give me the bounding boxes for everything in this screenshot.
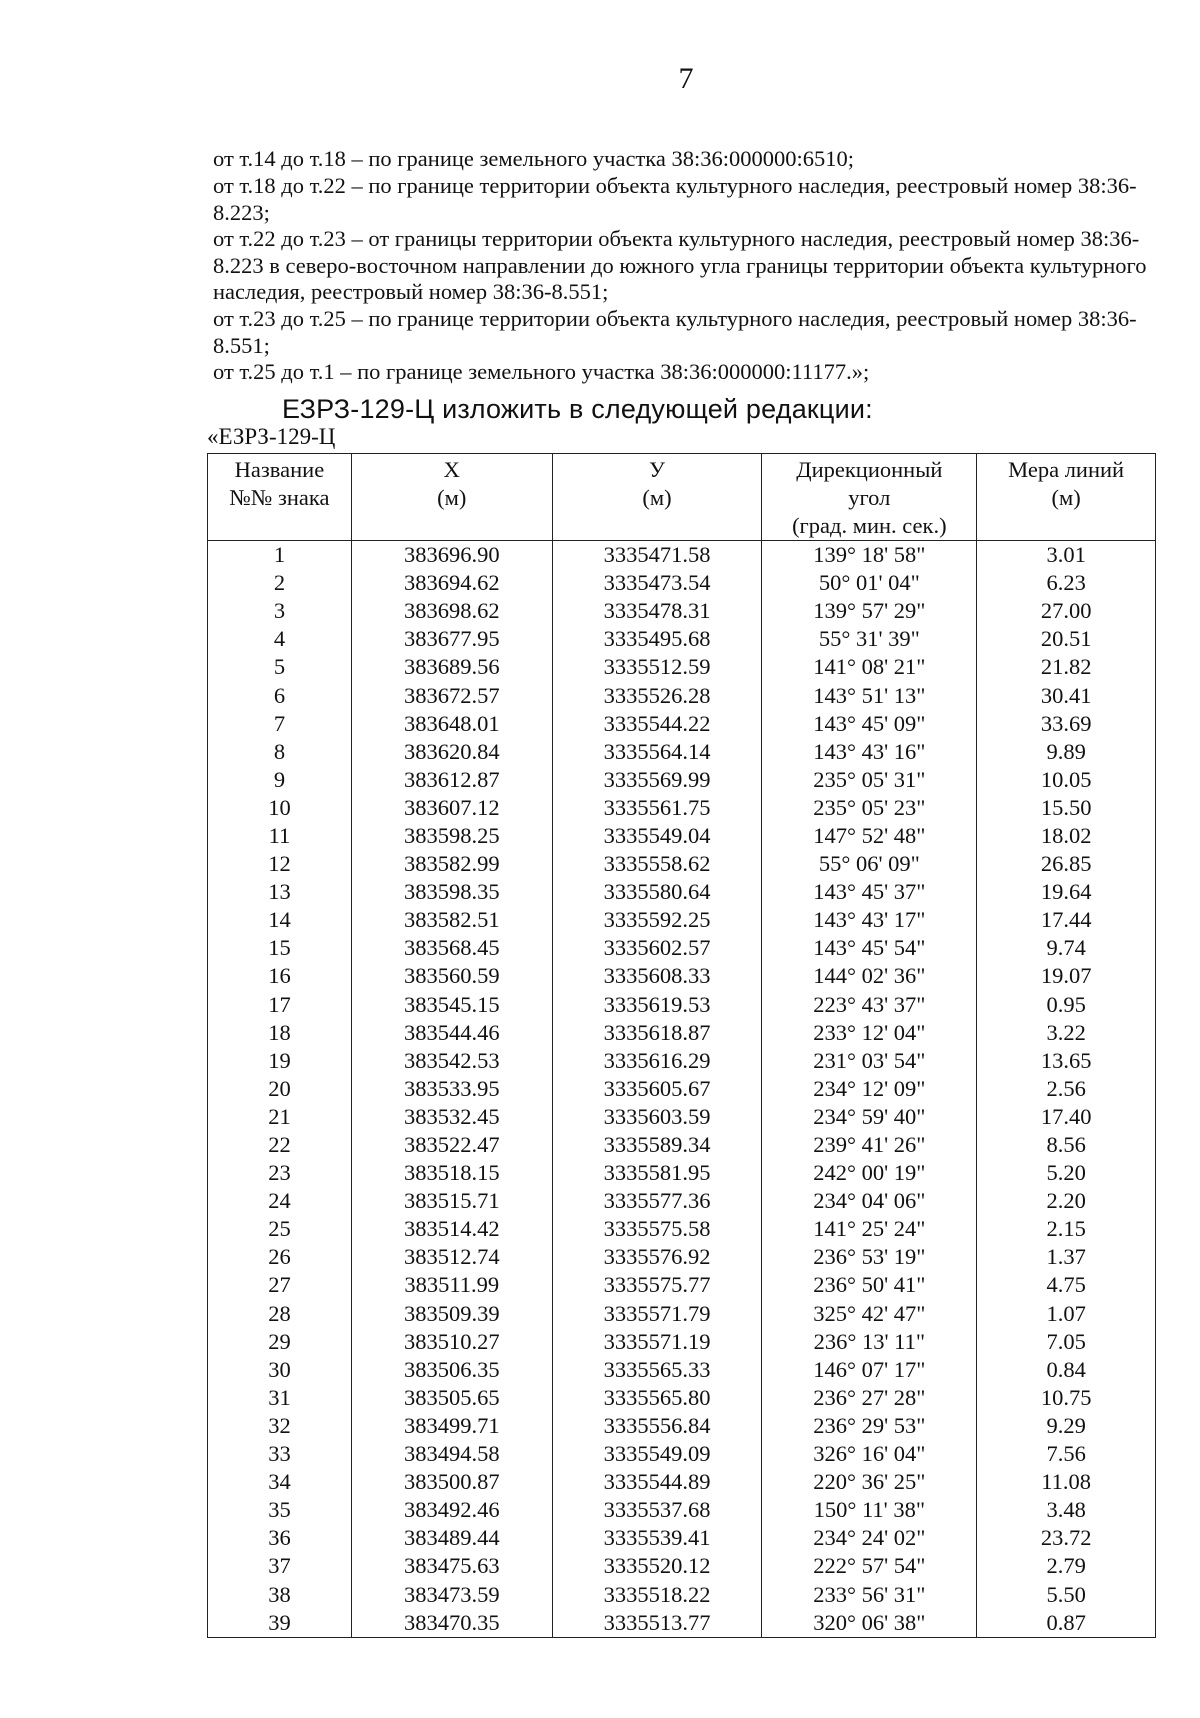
x-coordinate-cell: 383598.35 <box>351 878 552 906</box>
directional-angle-cell: 143° 45' 37" <box>762 878 977 906</box>
coordinates-table <box>207 453 1156 1638</box>
table-row <box>208 878 1156 906</box>
x-coordinate-cell: 383612.87 <box>351 766 552 794</box>
point-number-cell: 33 <box>208 1440 352 1468</box>
table-row <box>208 766 1156 794</box>
y-coordinate-cell: 3335603.59 <box>552 1103 762 1131</box>
x-coordinate-cell: 383694.62 <box>351 569 552 597</box>
header-line-length-line: (м) <box>1051 485 1081 510</box>
line-length-cell: 18.02 <box>977 822 1156 850</box>
directional-angle-cell: 150° 11' 38" <box>762 1496 977 1524</box>
point-number-cell: 27 <box>208 1271 352 1299</box>
point-number-cell: 31 <box>208 1384 352 1412</box>
table-row <box>208 1440 1156 1468</box>
table-row <box>208 1215 1156 1243</box>
line-length-cell: 20.51 <box>977 625 1156 653</box>
x-coordinate-cell: 383470.35 <box>351 1609 552 1638</box>
directional-angle-cell: 236° 29' 53" <box>762 1412 977 1440</box>
paragraph-segment-25-1: от т.25 до т.1 – по границе земельного участка 38:36:000000:11177.»; <box>213 359 870 384</box>
coordinates-table-body <box>208 541 1156 1638</box>
x-coordinate-cell: 383505.65 <box>351 1384 552 1412</box>
directional-angle-cell: 231° 03' 54" <box>762 1047 977 1075</box>
point-number-cell: 3 <box>208 597 352 625</box>
header-point-number-line: №№ знака <box>229 485 330 510</box>
x-coordinate-cell: 383698.62 <box>351 597 552 625</box>
table-row <box>208 1131 1156 1159</box>
header-directional-angle-line: Дирекционный <box>796 457 943 482</box>
line-length-cell: 2.56 <box>977 1075 1156 1103</box>
y-coordinate-cell: 3335575.77 <box>552 1271 762 1299</box>
line-length-cell: 7.56 <box>977 1440 1156 1468</box>
y-coordinate-cell: 3335544.22 <box>552 710 762 738</box>
directional-angle-cell: 146° 07' 17" <box>762 1356 977 1384</box>
y-coordinate-cell: 3335577.36 <box>552 1187 762 1215</box>
table-row <box>208 569 1156 597</box>
directional-angle-cell: 141° 25' 24" <box>762 1215 977 1243</box>
y-coordinate-cell: 3335565.33 <box>552 1356 762 1384</box>
table-row <box>208 541 1156 570</box>
directional-angle-cell: 143° 51' 13" <box>762 681 977 709</box>
directional-angle-cell: 50° 01' 04" <box>762 569 977 597</box>
table-row <box>208 1159 1156 1187</box>
x-coordinate-cell: 383696.90 <box>351 541 552 570</box>
point-number-cell: 38 <box>208 1580 352 1608</box>
x-coordinate-cell: 383510.27 <box>351 1328 552 1356</box>
line-length-cell: 2.15 <box>977 1215 1156 1243</box>
line-length-cell: 0.84 <box>977 1356 1156 1384</box>
x-coordinate-cell: 383489.44 <box>351 1524 552 1552</box>
table-row <box>208 1412 1156 1440</box>
header-point-number <box>208 454 352 541</box>
x-coordinate-cell: 383533.95 <box>351 1075 552 1103</box>
directional-angle-cell: 236° 13' 11" <box>762 1328 977 1356</box>
table-row <box>208 850 1156 878</box>
table-row <box>208 906 1156 934</box>
point-number-cell: 18 <box>208 1019 352 1047</box>
x-coordinate-cell: 383542.53 <box>351 1047 552 1075</box>
y-coordinate-cell: 3335618.87 <box>552 1019 762 1047</box>
line-length-cell: 10.75 <box>977 1384 1156 1412</box>
table-row <box>208 991 1156 1019</box>
x-coordinate-cell: 383511.99 <box>351 1271 552 1299</box>
point-number-cell: 34 <box>208 1468 352 1496</box>
header-directional-angle <box>762 454 977 541</box>
directional-angle-cell: 233° 56' 31" <box>762 1580 977 1608</box>
directional-angle-cell: 236° 27' 28" <box>762 1384 977 1412</box>
line-length-cell: 17.44 <box>977 906 1156 934</box>
y-coordinate-cell: 3335544.89 <box>552 1468 762 1496</box>
line-length-cell: 9.89 <box>977 738 1156 766</box>
table-row <box>208 1019 1156 1047</box>
line-length-cell: 17.40 <box>977 1103 1156 1131</box>
directional-angle-cell: 139° 57' 29" <box>762 597 977 625</box>
point-number-cell: 15 <box>208 934 352 962</box>
table-row <box>208 1187 1156 1215</box>
table-row <box>208 1075 1156 1103</box>
line-length-cell: 15.50 <box>977 794 1156 822</box>
y-coordinate-cell: 3335575.58 <box>552 1215 762 1243</box>
line-length-cell: 21.82 <box>977 653 1156 681</box>
point-number-cell: 2 <box>208 569 352 597</box>
header-y-coordinate-line: У <box>649 457 665 482</box>
point-number-cell: 22 <box>208 1131 352 1159</box>
directional-angle-cell: 326° 16' 04" <box>762 1440 977 1468</box>
table-row <box>208 1103 1156 1131</box>
x-coordinate-cell: 383473.59 <box>351 1580 552 1608</box>
point-number-cell: 37 <box>208 1552 352 1580</box>
table-row <box>208 1356 1156 1384</box>
x-coordinate-cell: 383500.87 <box>351 1468 552 1496</box>
table-row <box>208 738 1156 766</box>
y-coordinate-cell: 3335556.84 <box>552 1412 762 1440</box>
y-coordinate-cell: 3335580.64 <box>552 878 762 906</box>
table-row <box>208 962 1156 990</box>
coordinates-table-header <box>208 454 1156 541</box>
y-coordinate-cell: 3335539.41 <box>552 1524 762 1552</box>
paragraph-segment-22-23: от т.22 до т.23 – от границы территории объекта культурного наследия, реестровый номер 38:36-8.223 в северо-восточном направлении до южного угла границы территории объекта культурного наследия, реестровый номер 38:36-8.551; <box>213 226 1147 304</box>
line-length-cell: 13.65 <box>977 1047 1156 1075</box>
directional-angle-cell: 239° 41' 26" <box>762 1131 977 1159</box>
y-coordinate-cell: 3335619.53 <box>552 991 762 1019</box>
line-length-cell: 7.05 <box>977 1328 1156 1356</box>
y-coordinate-cell: 3335478.31 <box>552 597 762 625</box>
point-number-cell: 6 <box>208 681 352 709</box>
directional-angle-cell: 220° 36' 25" <box>762 1468 977 1496</box>
y-coordinate-cell: 3335569.99 <box>552 766 762 794</box>
directional-angle-cell: 55° 06' 09" <box>762 850 977 878</box>
y-coordinate-cell: 3335512.59 <box>552 653 762 681</box>
x-coordinate-cell: 383475.63 <box>351 1552 552 1580</box>
paragraph-segment-18-22: от т.18 до т.22 – по границе территории объекта культурного наследия, реестровый номер 38:36-8.223; <box>213 173 1137 225</box>
table-row <box>208 653 1156 681</box>
table-row <box>208 1328 1156 1356</box>
y-coordinate-cell: 3335473.54 <box>552 569 762 597</box>
x-coordinate-cell: 383544.46 <box>351 1019 552 1047</box>
directional-angle-cell: 143° 45' 09" <box>762 710 977 738</box>
y-coordinate-cell: 3335608.33 <box>552 962 762 990</box>
x-coordinate-cell: 383545.15 <box>351 991 552 1019</box>
table-row <box>208 1300 1156 1328</box>
paragraph-segment-14-18: от т.14 до т.18 – по границе земельного участка 38:36:000000:6510; <box>213 146 855 171</box>
line-length-cell: 0.87 <box>977 1609 1156 1638</box>
header-x-coordinate-line: X <box>443 457 460 482</box>
directional-angle-cell: 143° 43' 16" <box>762 738 977 766</box>
y-coordinate-cell: 3335576.92 <box>552 1243 762 1271</box>
x-coordinate-cell: 383518.15 <box>351 1159 552 1187</box>
y-coordinate-cell: 3335471.58 <box>552 541 762 570</box>
y-coordinate-cell: 3335589.34 <box>552 1131 762 1159</box>
table-row <box>208 794 1156 822</box>
header-x-coordinate <box>351 454 552 541</box>
directional-angle-cell: 223° 43' 37" <box>762 991 977 1019</box>
point-number-cell: 13 <box>208 878 352 906</box>
line-length-cell: 5.50 <box>977 1580 1156 1608</box>
point-number-cell: 1 <box>208 541 352 570</box>
point-number-cell: 35 <box>208 1496 352 1524</box>
y-coordinate-cell: 3335561.75 <box>552 794 762 822</box>
line-length-cell: 0.95 <box>977 991 1156 1019</box>
point-number-cell: 5 <box>208 653 352 681</box>
line-length-cell: 10.05 <box>977 766 1156 794</box>
x-coordinate-cell: 383515.71 <box>351 1187 552 1215</box>
header-x-coordinate-line: (м) <box>437 485 467 510</box>
x-coordinate-cell: 383582.51 <box>351 906 552 934</box>
point-number-cell: 19 <box>208 1047 352 1075</box>
line-length-cell: 5.20 <box>977 1159 1156 1187</box>
directional-angle-cell: 147° 52' 48" <box>762 822 977 850</box>
table-row <box>208 1468 1156 1496</box>
x-coordinate-cell: 383677.95 <box>351 625 552 653</box>
table-row <box>208 1524 1156 1552</box>
y-coordinate-cell: 3335513.77 <box>552 1609 762 1638</box>
x-coordinate-cell: 383522.47 <box>351 1131 552 1159</box>
x-coordinate-cell: 383607.12 <box>351 794 552 822</box>
table-row <box>208 934 1156 962</box>
directional-angle-cell: 139° 18' 58" <box>762 541 977 570</box>
y-coordinate-cell: 3335565.80 <box>552 1384 762 1412</box>
line-length-cell: 3.22 <box>977 1019 1156 1047</box>
y-coordinate-cell: 3335581.95 <box>552 1159 762 1187</box>
point-number-cell: 24 <box>208 1187 352 1215</box>
line-length-cell: 3.01 <box>977 541 1156 570</box>
line-length-cell: 9.29 <box>977 1412 1156 1440</box>
line-length-cell: 11.08 <box>977 1468 1156 1496</box>
line-length-cell: 19.64 <box>977 878 1156 906</box>
y-coordinate-cell: 3335616.29 <box>552 1047 762 1075</box>
line-length-cell: 30.41 <box>977 681 1156 709</box>
table-row <box>208 1047 1156 1075</box>
directional-angle-cell: 242° 00' 19" <box>762 1159 977 1187</box>
paragraph-segment-23-25: от т.23 до т.25 – по границе территории объекта культурного наследия, реестровый номер 38:36-8.551; <box>213 306 1137 358</box>
y-coordinate-cell: 3335520.12 <box>552 1552 762 1580</box>
point-number-cell: 12 <box>208 850 352 878</box>
point-number-cell: 23 <box>208 1159 352 1187</box>
header-line-length-line: Мера линий <box>1008 457 1125 482</box>
line-length-cell: 2.79 <box>977 1552 1156 1580</box>
x-coordinate-cell: 383499.71 <box>351 1412 552 1440</box>
table-caption: «ЕЗРЗ-129-Ц <box>207 424 336 449</box>
line-length-cell: 19.07 <box>977 962 1156 990</box>
header-point-number-line: Название <box>234 457 325 482</box>
x-coordinate-cell: 383582.99 <box>351 850 552 878</box>
y-coordinate-cell: 3335571.79 <box>552 1300 762 1328</box>
directional-angle-cell: 320° 06' 38" <box>762 1609 977 1638</box>
y-coordinate-cell: 3335592.25 <box>552 906 762 934</box>
table-row <box>208 1243 1156 1271</box>
header-row <box>208 454 1156 541</box>
line-length-cell: 26.85 <box>977 850 1156 878</box>
directional-angle-cell: 234° 59' 40" <box>762 1103 977 1131</box>
directional-angle-cell: 222° 57' 54" <box>762 1552 977 1580</box>
y-coordinate-cell: 3335602.57 <box>552 934 762 962</box>
y-coordinate-cell: 3335495.68 <box>552 625 762 653</box>
directional-angle-cell: 236° 50' 41" <box>762 1271 977 1299</box>
x-coordinate-cell: 383494.58 <box>351 1440 552 1468</box>
point-number-cell: 28 <box>208 1300 352 1328</box>
directional-angle-cell: 144° 02' 36" <box>762 962 977 990</box>
table-row <box>208 597 1156 625</box>
x-coordinate-cell: 383532.45 <box>351 1103 552 1131</box>
directional-angle-cell: 234° 04' 06" <box>762 1187 977 1215</box>
point-number-cell: 21 <box>208 1103 352 1131</box>
point-number-cell: 26 <box>208 1243 352 1271</box>
directional-angle-cell: 325° 42' 47" <box>762 1300 977 1328</box>
point-number-cell: 4 <box>208 625 352 653</box>
table-row <box>208 681 1156 709</box>
point-number-cell: 30 <box>208 1356 352 1384</box>
directional-angle-cell: 141° 08' 21" <box>762 653 977 681</box>
y-coordinate-cell: 3335564.14 <box>552 738 762 766</box>
line-length-cell: 1.37 <box>977 1243 1156 1271</box>
y-coordinate-cell: 3335571.19 <box>552 1328 762 1356</box>
line-length-cell: 4.75 <box>977 1271 1156 1299</box>
table-row <box>208 1580 1156 1608</box>
table-row <box>208 710 1156 738</box>
x-coordinate-cell: 383689.56 <box>351 653 552 681</box>
table-row <box>208 625 1156 653</box>
x-coordinate-cell: 383509.39 <box>351 1300 552 1328</box>
point-number-cell: 39 <box>208 1609 352 1638</box>
point-number-cell: 36 <box>208 1524 352 1552</box>
directional-angle-cell: 234° 12' 09" <box>762 1075 977 1103</box>
table-row <box>208 1552 1156 1580</box>
point-number-cell: 25 <box>208 1215 352 1243</box>
y-coordinate-cell: 3335549.04 <box>552 822 762 850</box>
x-coordinate-cell: 383648.01 <box>351 710 552 738</box>
point-number-cell: 17 <box>208 991 352 1019</box>
directional-angle-cell: 233° 12' 04" <box>762 1019 977 1047</box>
line-length-cell: 3.48 <box>977 1496 1156 1524</box>
header-line-length <box>977 454 1156 541</box>
x-coordinate-cell: 383492.46 <box>351 1496 552 1524</box>
directional-angle-cell: 55° 31' 39" <box>762 625 977 653</box>
line-length-cell: 1.07 <box>977 1300 1156 1328</box>
point-number-cell: 8 <box>208 738 352 766</box>
section-heading: ЕЗРЗ-129-Ц изложить в следующей редакции: <box>282 394 873 424</box>
point-number-cell: 9 <box>208 766 352 794</box>
y-coordinate-cell: 3335537.68 <box>552 1496 762 1524</box>
x-coordinate-cell: 383560.59 <box>351 962 552 990</box>
line-length-cell: 2.20 <box>977 1187 1156 1215</box>
x-coordinate-cell: 383568.45 <box>351 934 552 962</box>
x-coordinate-cell: 383598.25 <box>351 822 552 850</box>
line-length-cell: 9.74 <box>977 934 1156 962</box>
header-directional-angle-line: (град. мин. сек.) <box>792 513 947 538</box>
table-row <box>208 1609 1156 1638</box>
point-number-cell: 10 <box>208 794 352 822</box>
point-number-cell: 16 <box>208 962 352 990</box>
y-coordinate-cell: 3335558.62 <box>552 850 762 878</box>
y-coordinate-cell: 3335605.67 <box>552 1075 762 1103</box>
y-coordinate-cell: 3335549.09 <box>552 1440 762 1468</box>
x-coordinate-cell: 383620.84 <box>351 738 552 766</box>
line-length-cell: 6.23 <box>977 569 1156 597</box>
point-number-cell: 14 <box>208 906 352 934</box>
line-length-cell: 23.72 <box>977 1524 1156 1552</box>
table-row <box>208 1271 1156 1299</box>
x-coordinate-cell: 383512.74 <box>351 1243 552 1271</box>
directional-angle-cell: 235° 05' 31" <box>762 766 977 794</box>
header-y-coordinate-line: (м) <box>642 485 672 510</box>
table-row <box>208 1496 1156 1524</box>
header-directional-angle-line: угол <box>848 485 891 510</box>
point-number-cell: 11 <box>208 822 352 850</box>
page-number: 7 <box>678 62 694 95</box>
directional-angle-cell: 235° 05' 23" <box>762 794 977 822</box>
directional-angle-cell: 143° 45' 54" <box>762 934 977 962</box>
table-row <box>208 1384 1156 1412</box>
x-coordinate-cell: 383506.35 <box>351 1356 552 1384</box>
x-coordinate-cell: 383672.57 <box>351 681 552 709</box>
table-row <box>208 822 1156 850</box>
point-number-cell: 29 <box>208 1328 352 1356</box>
line-length-cell: 8.56 <box>977 1131 1156 1159</box>
x-coordinate-cell: 383514.42 <box>351 1215 552 1243</box>
y-coordinate-cell: 3335518.22 <box>552 1580 762 1608</box>
directional-angle-cell: 236° 53' 19" <box>762 1243 977 1271</box>
point-number-cell: 20 <box>208 1075 352 1103</box>
point-number-cell: 7 <box>208 710 352 738</box>
directional-angle-cell: 234° 24' 02" <box>762 1524 977 1552</box>
y-coordinate-cell: 3335526.28 <box>552 681 762 709</box>
directional-angle-cell: 143° 43' 17" <box>762 906 977 934</box>
line-length-cell: 33.69 <box>977 710 1156 738</box>
line-length-cell: 27.00 <box>977 597 1156 625</box>
point-number-cell: 32 <box>208 1412 352 1440</box>
header-y-coordinate <box>552 454 762 541</box>
